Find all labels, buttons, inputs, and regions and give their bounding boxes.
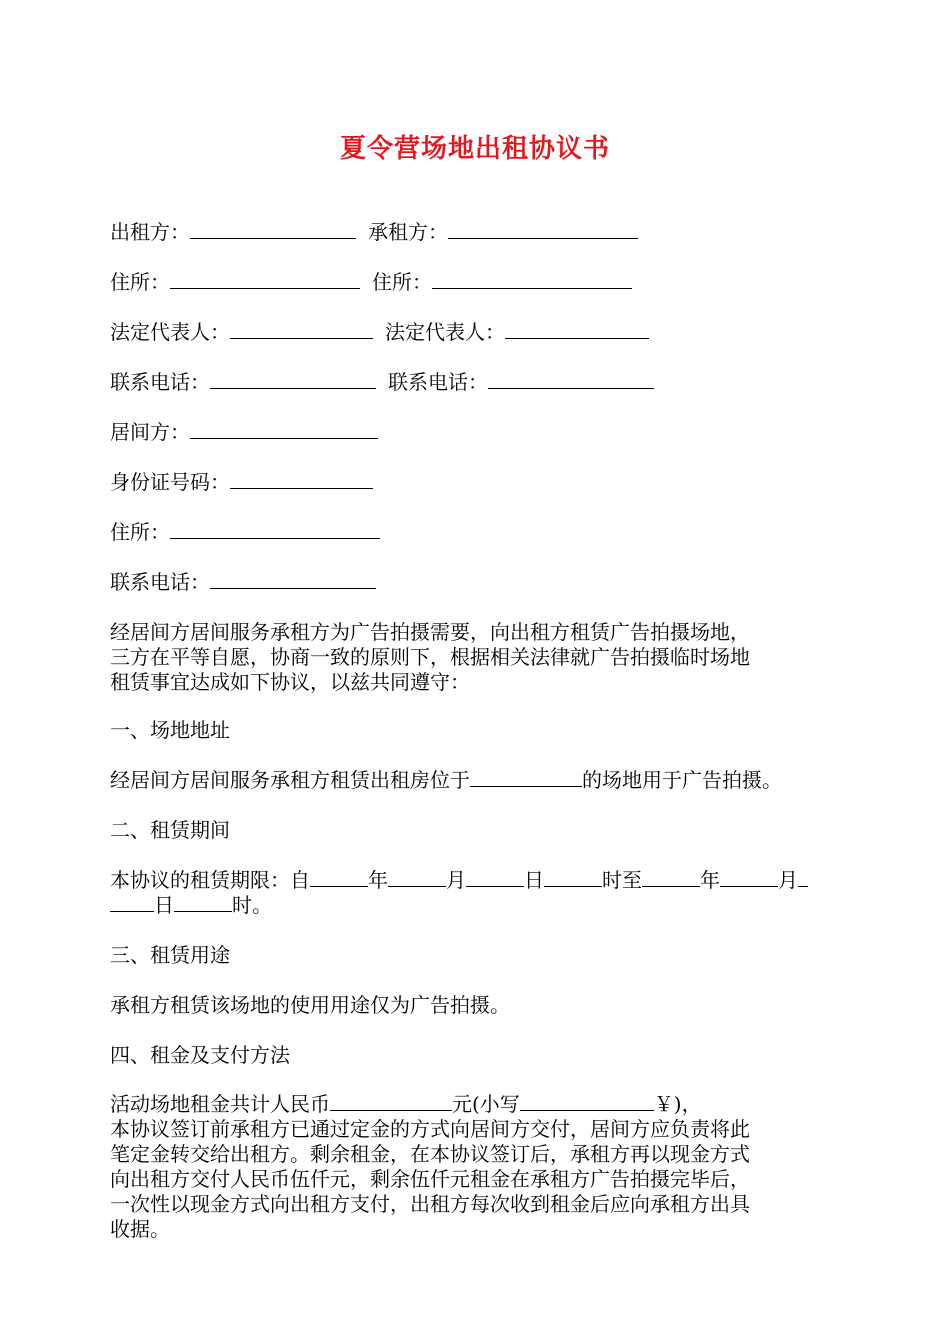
lessor-address-label: 住所： xyxy=(110,270,170,294)
lessee-address-label: 住所： xyxy=(372,270,432,294)
document-title: 夏令营场地出租协议书 xyxy=(339,134,610,164)
end-day-blank[interactable] xyxy=(110,893,154,912)
s2-month-1: 月 xyxy=(446,868,466,892)
venue-location-blank[interactable] xyxy=(470,768,582,787)
s4-line-2: 本协议签订前承租方已通过定金的方式向居间方交付，居间方应负责将此 xyxy=(110,1117,750,1141)
broker-address-label: 住所： xyxy=(110,520,170,544)
s2-hour-end: 时。 xyxy=(232,893,272,917)
broker-blank[interactable] xyxy=(190,420,378,439)
s2-row-2 xyxy=(110,893,842,918)
address-line xyxy=(110,270,632,294)
lessee-phone-label: 联系电话： xyxy=(388,370,488,394)
start-day-blank[interactable] xyxy=(466,868,524,887)
phone-line xyxy=(110,370,654,394)
intro-line-2: 三方在平等自愿，协商一致的原则下，根据相关法律就广告拍摄临时场地 xyxy=(110,645,750,669)
lessor-phone-label: 联系电话： xyxy=(110,370,210,394)
s2-row-1 xyxy=(110,868,842,893)
lessee-blank[interactable] xyxy=(448,220,638,239)
id-blank[interactable] xyxy=(230,470,373,489)
s1-text-b: 的场地用于广告拍摄。 xyxy=(582,768,782,792)
lessee-legal-rep-label: 法定代表人： xyxy=(385,320,505,344)
s4-line-5: 一次性以现金方式向出租方支付，出租方每次收到租金后应向承租方出具 xyxy=(110,1192,750,1216)
broker-phone-blank[interactable] xyxy=(210,570,376,589)
section-2-text xyxy=(110,868,842,918)
start-month-blank[interactable] xyxy=(388,868,446,887)
s4-line-1-b: 元(小写 xyxy=(452,1092,520,1116)
s1-text-a: 经居间方居间服务承租方租赁出租房位于 xyxy=(110,768,470,792)
start-hour-blank[interactable] xyxy=(544,868,602,887)
s2-month-2: 月 xyxy=(778,868,798,892)
s4-line-1-c: ￥)， xyxy=(653,1092,702,1116)
section-1-text xyxy=(110,768,782,792)
s2-day-1: 日 xyxy=(524,868,544,892)
broker-address-line xyxy=(110,520,380,544)
lessor-lessee-line xyxy=(110,220,638,244)
rent-amount-blank[interactable] xyxy=(330,1092,452,1111)
section-3-text: 承租方租赁该场地的使用用途仅为广告拍摄。 xyxy=(110,993,510,1017)
section-4-text xyxy=(110,1092,842,1242)
s2-hour-to: 时至 xyxy=(602,868,642,892)
end-month-blank[interactable] xyxy=(720,868,778,887)
s4-line-4: 向出租方交付人民币伍仟元，剩余伍仟元租金在承租方广告拍摄完毕后， xyxy=(110,1167,750,1191)
rent-amount-numeric-blank[interactable] xyxy=(520,1092,654,1111)
lessor-phone-blank[interactable] xyxy=(210,370,376,389)
broker-label: 居间方： xyxy=(110,420,190,444)
start-year-blank[interactable] xyxy=(310,868,368,887)
end-year-blank[interactable] xyxy=(642,868,700,887)
broker-phone-label: 联系电话： xyxy=(110,570,210,594)
s2-from: 本协议的租赁期限：自 xyxy=(110,868,310,892)
intro-line-3: 租赁事宜达成如下协议，以兹共同遵守： xyxy=(110,670,470,694)
s2-day-2: 日 xyxy=(154,893,174,917)
broker-address-blank[interactable] xyxy=(170,520,380,539)
s4-line-6: 收据。 xyxy=(110,1217,170,1241)
lessor-legal-rep-blank[interactable] xyxy=(230,320,373,339)
id-line xyxy=(110,470,373,494)
s4-line-1-a: 活动场地租金共计人民币 xyxy=(110,1092,330,1116)
s2-year-2: 年 xyxy=(700,868,720,892)
lessor-legal-rep-label: 法定代表人： xyxy=(110,320,230,344)
id-label: 身份证号码： xyxy=(110,470,230,494)
legal-rep-line xyxy=(110,320,649,344)
section-2-heading: 二、租赁期间 xyxy=(110,818,230,842)
broker-phone-line xyxy=(110,570,376,594)
s4-line-3: 笔定金转交给出租方。剩余租金，在本协议签订后，承租方再以现金方式 xyxy=(110,1142,750,1166)
lessee-phone-blank[interactable] xyxy=(488,370,654,389)
lessor-address-blank[interactable] xyxy=(170,270,360,289)
intro-line-1: 经居间方居间服务承租方为广告拍摄需要，向出租方租赁广告拍摄场地， xyxy=(110,620,750,644)
s2-year-1: 年 xyxy=(368,868,388,892)
intro-paragraph xyxy=(110,620,842,695)
end-hour-blank[interactable] xyxy=(174,893,232,912)
s4-line-1 xyxy=(110,1092,842,1117)
lessee-label: 承租方： xyxy=(368,220,448,244)
lessee-address-blank[interactable] xyxy=(432,270,632,289)
section-3-heading: 三、租赁用途 xyxy=(110,943,230,967)
section-4-heading: 四、租金及支付方法 xyxy=(110,1043,290,1067)
lessor-label: 出租方： xyxy=(110,220,190,244)
lessor-blank[interactable] xyxy=(190,220,356,239)
section-1-heading: 一、场地地址 xyxy=(110,718,230,742)
lessee-legal-rep-blank[interactable] xyxy=(505,320,649,339)
end-day-blank-start[interactable] xyxy=(798,868,808,887)
broker-line xyxy=(110,420,378,444)
